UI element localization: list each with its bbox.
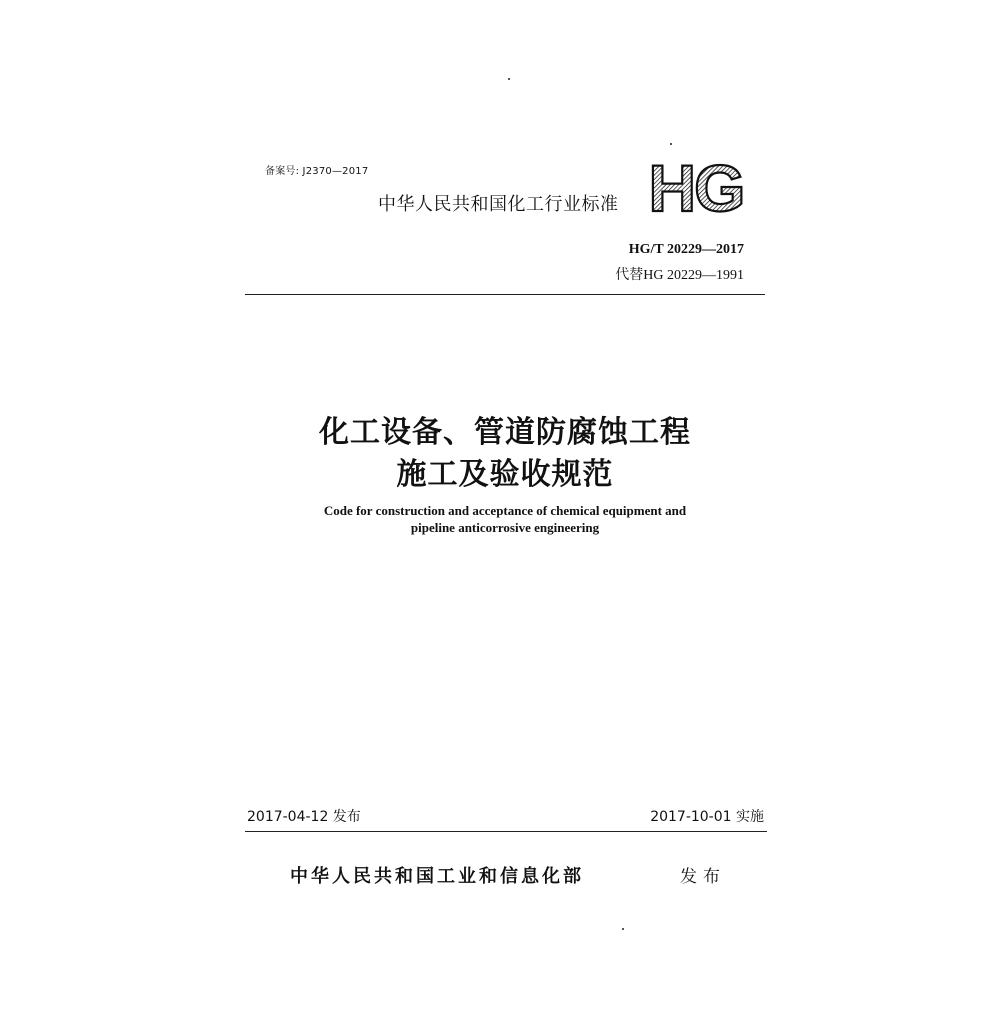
title-zh-line2: 施工及验收规范 — [396, 457, 614, 492]
implementation-date: 2017-10-01 实施 — [650, 809, 764, 825]
standard-number: HG/T 20229—2017 — [628, 242, 744, 257]
scan-speck — [670, 143, 672, 145]
standard-type: 中华人民共和国化工行业标准 — [378, 194, 619, 215]
scan-speck — [622, 928, 624, 930]
title-en-line1: Code for construction and acceptance of chemical equipment and — [323, 503, 687, 518]
filing-number: 备案号: J2370—2017 — [265, 166, 369, 177]
replaces-standard: 代替HG 20229—1991 — [615, 268, 744, 283]
footer-divider — [245, 831, 767, 832]
title-zh-line1: 化工设备、管道防腐蚀工程 — [319, 415, 691, 450]
scan-speck — [508, 78, 510, 80]
hg-logo-text: HG — [648, 155, 744, 217]
header-divider — [245, 294, 765, 295]
title-en-line2: pipeline anticorrosive engineering — [410, 520, 600, 535]
issuing-authority: 中华人民共和国工业和信息化部 — [290, 866, 584, 887]
title-block — [200, 412, 810, 496]
issue-date: 2017-04-12 发布 — [247, 809, 361, 825]
english-title-block — [200, 502, 810, 536]
hg-logo-icon — [640, 155, 752, 217]
issue-action: 发布 — [680, 867, 726, 887]
